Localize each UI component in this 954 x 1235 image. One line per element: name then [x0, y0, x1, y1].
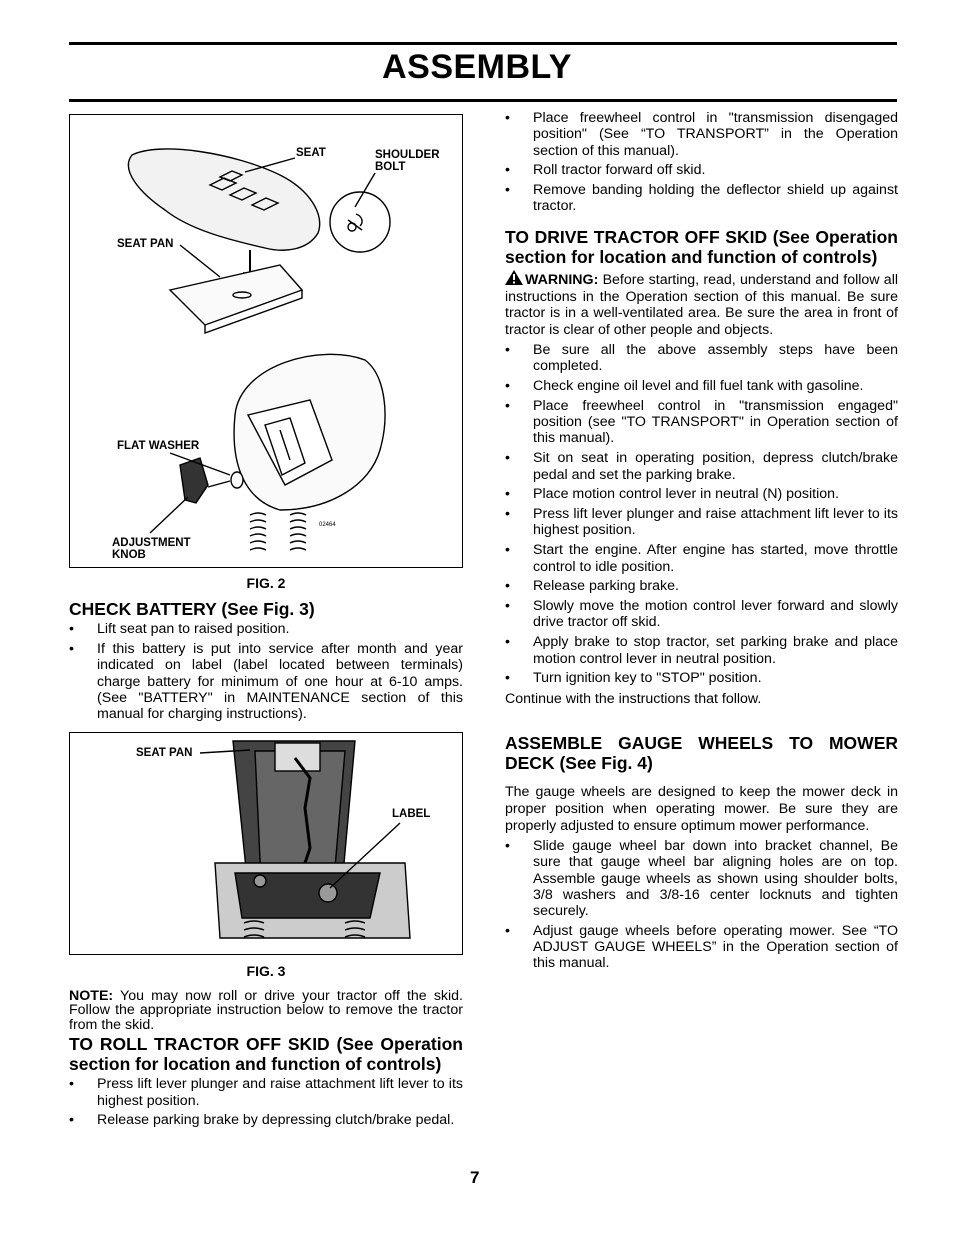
continue-text: Continue with the instructions that follow.: [505, 690, 762, 707]
figure-2-caption: FIG. 2: [246, 575, 286, 591]
figure-2: [69, 114, 463, 568]
warning-text: Before starting, read, understand and follow all instructions in the Operation section of this manual. Be sure tractor is in a well-ventilated area. Be sure the area in front of tractor is clear of other people and objects.: [505, 271, 898, 338]
list-item: • Slowly move the motion control lever forward and slowly drive tractor off skid.: [505, 598, 898, 631]
seat-pan-label: SEAT PAN: [117, 238, 174, 250]
drive-off-list: [505, 342, 898, 687]
list-item: • Be sure all the above assembly steps have been completed.: [505, 342, 898, 375]
right-column: [505, 110, 898, 975]
list-item: • Adjust gauge wheels before operating mower. See “TO ADJUST GAUGE WHEELS” in the Operation section of this manual.: [505, 923, 898, 972]
left-column: [69, 114, 463, 1132]
shoulder-bolt-label: SHOULDER BOLT: [375, 149, 440, 173]
figure-3: [69, 732, 463, 955]
list-item: • Release parking brake by depressing clutch/brake pedal.: [69, 1112, 463, 1128]
note-text: You may now roll or drive your tractor off the skid. Follow the appropriate instruction below to remove the tractor from the skid.: [69, 987, 463, 1033]
adjustment-knob-label: ADJUSTMENT KNOB: [112, 537, 191, 561]
roll-off-list-a: [69, 1076, 463, 1128]
list-item: • Lift seat pan to raised position.: [69, 621, 463, 637]
list-item: • Remove banding holding the deflector shield up against tractor.: [505, 182, 898, 215]
seat-label: SEAT: [296, 147, 326, 159]
gauge-wheels-list: [505, 838, 898, 972]
list-item: • Roll tractor forward off skid.: [505, 162, 898, 178]
note-paragraph: [69, 989, 463, 1033]
seat-assembly-illustration: [70, 115, 461, 566]
list-item: • Press lift lever plunger and raise attachment lift lever to its highest position.: [69, 1076, 463, 1109]
list-item: • Check engine oil level and fill fuel tank with gasoline.: [505, 378, 898, 394]
part-code: 02464: [319, 522, 336, 528]
list-item: • Slide gauge wheel bar down into bracket channel, Be sure that gauge wheel bar aligning holes are on top. Assemble gauge wheels as shown using shoulder bolts, 3/8 washers and 3/8-16 center locknuts and tighten securely.: [505, 838, 898, 919]
list-item: • Place freewheel control in "transmission disengaged position" (See “TO TRANSPORT” in the Operation section of this manual).: [505, 110, 898, 159]
fig3-label-label: LABEL: [392, 807, 431, 820]
note-label: NOTE:: [69, 987, 114, 1004]
list-item: • Press lift lever plunger and raise attachment lift lever to its highest position.: [505, 506, 898, 539]
list-item: • Start the engine. After engine has started, move throttle control to idle position.: [505, 542, 898, 575]
warning-paragraph: [505, 270, 898, 338]
page-number: 7: [470, 1168, 480, 1187]
roll-off-heading: TO ROLL TRACTOR OFF SKID (See Operation section for location and function of controls): [69, 1034, 463, 1075]
list-item: • If this battery is put into service after month and year indicated on label (label located between terminals) charge battery for minimum of one hour at 6-10 amps. (See "BATTERY" in MAINTENANCE section of this manual for charging instructions).: [69, 641, 463, 722]
list-item: • Sit on seat in operating position, depress clutch/brake pedal and set the parking brake.: [505, 450, 898, 483]
list-item: • Place motion control lever in neutral (N) position.: [505, 486, 898, 502]
flat-washer-label: FLAT WASHER: [117, 440, 200, 452]
page-title: ASSEMBLY: [382, 48, 572, 86]
gauge-wheels-heading: ASSEMBLE GAUGE WHEELS TO MOWER DECK (See Fig. 4): [505, 732, 898, 773]
drive-off-heading: TO DRIVE TRACTOR OFF SKID (See Operation section for location and function of controls): [505, 226, 898, 267]
check-battery-heading: CHECK BATTERY (See Fig. 3): [69, 599, 315, 620]
roll-off-list-b: [505, 110, 898, 215]
gauge-wheels-intro: The gauge wheels are designed to keep the mower deck in proper position when operating mower. Be sure they are properly adjusted to ensure optimum mower performance.: [505, 783, 898, 834]
title-rule: [69, 99, 897, 102]
list-item: • Apply brake to stop tractor, set parking brake and place motion control lever in neutral position.: [505, 634, 898, 667]
fig3-seat-pan-label: SEAT PAN: [136, 746, 193, 759]
warning-triangle-icon: [505, 270, 523, 289]
top-rule: [69, 42, 897, 45]
check-battery-list: [69, 621, 463, 722]
list-item: • Place freewheel control in "transmission engaged" position (see "TO TRANSPORT" in Operation section of this manual).: [505, 398, 898, 447]
list-item: • Release parking brake.: [505, 578, 898, 594]
battery-illustration: [70, 733, 461, 953]
figure-3-caption: FIG. 3: [246, 962, 286, 979]
warning-label: WARNING:: [525, 271, 599, 288]
list-item: • Turn ignition key to "STOP" position.: [505, 670, 898, 686]
